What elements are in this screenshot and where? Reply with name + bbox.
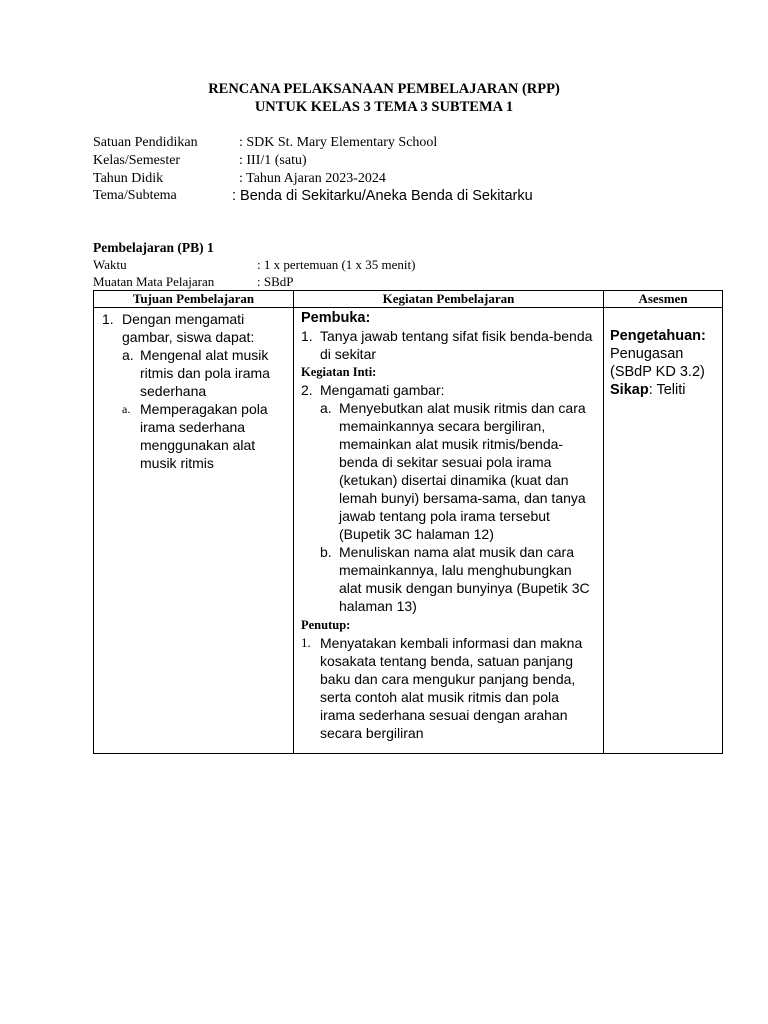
meta-value: : 1 x pertemuan (1 x 35 menit) — [257, 257, 416, 272]
doc-title-line2: UNTUK KELAS 3 TEMA 3 SUBTEMA 1 — [254, 99, 514, 115]
inti-item — [301, 381, 593, 399]
info-value: : SDK St. Mary Elementary School — [239, 135, 438, 150]
inti-subitem — [301, 399, 593, 543]
meta-key: Waktu — [93, 257, 127, 272]
rpp-table — [93, 290, 723, 754]
header-kegiatan: Kegiatan Pembelajaran — [294, 291, 604, 308]
inti-subitem-text: Menuliskan nama alat musik dan cara memainkannya, lalu menghubungkan alat musik dengan bunyinya (Bupetik 3C halaman 13) — [339, 544, 590, 614]
pembuka-item — [301, 327, 593, 363]
sikap-label: Sikap — [610, 382, 649, 398]
info-key: Satuan Pendidikan — [93, 135, 198, 150]
inti-subitem-text: Menyebutkan alat musik ritmis dan cara memainkannya secara bergiliran, memainkan alat musik ritmis/benda-benda di sekitar sesuai pola irama (ketukan) disertai dinamika (kuat dan lemah bunyi) bersama-sama, dan tanya jawab tentang pola irama tersebut (Bupetik 3C halaman 12) — [339, 400, 586, 542]
penutup-label: Penutup: — [301, 618, 351, 632]
pembuka-label: Pembuka: — [301, 310, 371, 326]
meta-value: : SBdP — [257, 274, 294, 289]
info-value: : Tahun Ajaran 2023-2024 — [239, 171, 386, 186]
tujuan-subitem-label: a. — [122, 347, 134, 363]
inti-num: 2. — [301, 382, 313, 398]
info-key: Kelas/Semester — [93, 153, 181, 168]
pengetahuan-text: Penugasan (SBdP KD 3.2) — [610, 346, 705, 380]
tujuan-subitem — [122, 400, 285, 472]
pembuka-text: Tanya jawab tentang sifat fisik benda-benda di sekitar — [320, 328, 593, 362]
tujuan-item — [102, 310, 285, 346]
info-value: : Benda di Sekitarku/Aneka Benda di Sekitarku — [232, 188, 533, 204]
sikap-row — [610, 381, 718, 399]
header-tujuan: Tujuan Pembelajaran — [94, 291, 294, 308]
info-value: : III/1 (satu) — [239, 153, 307, 168]
doc-title-line1: RENCANA PELAKSANAAN PEMBELAJARAN (RPP) — [208, 81, 560, 97]
tujuan-num: 1. — [102, 311, 114, 327]
inti-text: Mengamati gambar: — [320, 382, 445, 398]
pb-title: Pembelajaran (PB) 1 — [93, 240, 214, 255]
tujuan-intro: Dengan mengamati gambar, siswa dapat: — [122, 311, 255, 345]
penutup-item — [301, 634, 593, 742]
sikap-text: : Teliti — [648, 382, 686, 398]
info-key: Tahun Didik — [93, 171, 164, 186]
table-row — [94, 308, 723, 754]
cell-asesmen — [604, 308, 723, 754]
tujuan-subitem-text: Memperagakan pola irama sederhana menggunakan alat musik ritmis — [140, 401, 268, 471]
meta-key: Muatan Mata Pelajaran — [93, 274, 215, 289]
tujuan-subitem-text: Mengenal alat musik ritmis dan pola irama sederhana — [140, 347, 270, 399]
cell-kegiatan — [294, 308, 604, 754]
inti-label: Kegiatan Inti: — [301, 365, 377, 379]
inti-subitem — [301, 543, 593, 615]
pengetahuan-label: Pengetahuan: — [610, 328, 706, 344]
info-key: Tema/Subtema — [93, 188, 177, 203]
penutup-text: Menyatakan kembali informasi dan makna kosakata tentang benda, satuan panjang baku dan cara mengukur panjang benda, serta contoh alat musik ritmis dan pola irama sederhana sesuai dengan arahan secara bergiliran — [320, 635, 583, 741]
header-asesmen: Asesmen — [604, 291, 723, 308]
inti-subitem-label: a. — [320, 400, 332, 416]
tujuan-subitem — [122, 346, 285, 400]
tujuan-subitem-label: a. — [122, 402, 131, 416]
cell-tujuan — [94, 308, 294, 754]
penutup-num: 1. — [301, 635, 311, 650]
table-header-row — [94, 291, 723, 308]
pembuka-num: 1. — [301, 328, 313, 344]
inti-subitem-label: b. — [320, 544, 332, 560]
